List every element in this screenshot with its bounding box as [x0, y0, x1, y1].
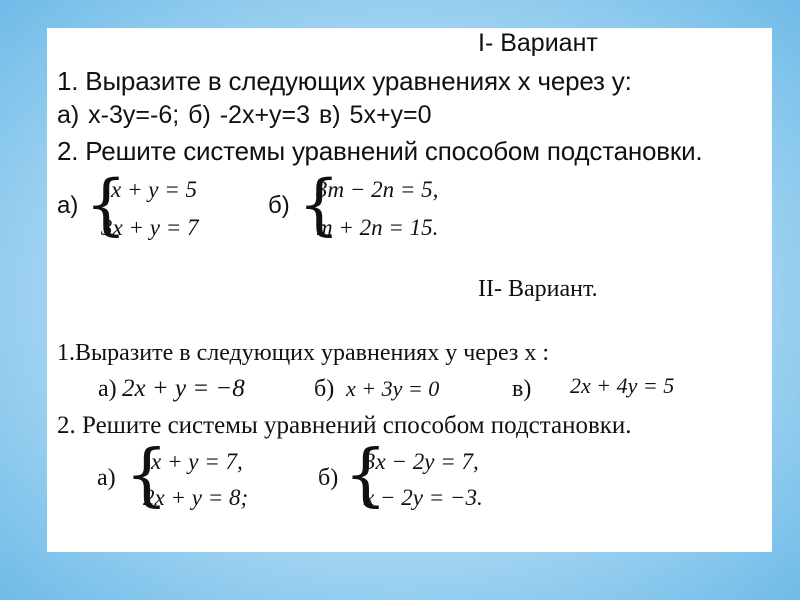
variant2-system-a-label: а) — [97, 465, 116, 491]
variant2-title: II- Вариант. — [478, 276, 598, 302]
variant2-system-b-label: б) — [318, 465, 339, 491]
brace-icon: { — [344, 436, 388, 515]
variant2-item-c-label: в) — [512, 376, 532, 402]
variant1-task1: 1. Выразите в следующих уравнениях х через у: — [57, 66, 632, 96]
variant1-title: I- Вариант — [478, 29, 598, 57]
variant2-item-b-eq: x + 3y = 0 — [346, 376, 440, 401]
variant2-system-a-eq1: x + y = 7, — [151, 449, 243, 474]
variant2-system-b — [318, 436, 538, 516]
variant2-system-a-eq2: 2x + y = 8; — [143, 485, 249, 510]
brace-icon: { — [298, 166, 340, 243]
variant1-system-b — [268, 166, 468, 246]
variant1-system-b-eq2: m + 2n = 15. — [316, 215, 439, 240]
variant2-item-b-label: б) — [314, 376, 335, 402]
variant2-task2: 2. Решите системы уравнений способом подстановки. — [57, 412, 632, 439]
variant2-task1: 1.Выразите в следующих уравнениях у через х : — [57, 340, 550, 366]
variant2-system-a — [97, 436, 297, 516]
variant2-item-a-eq: 2x + y = −8 — [122, 375, 245, 402]
variant1-system-a-eq1: x + y = 5 — [111, 177, 197, 202]
variant1-system-a-label: а) — [57, 192, 79, 219]
variant2-item-a-label: а) — [98, 376, 117, 402]
brace-icon: { — [85, 166, 127, 243]
variant1-system-a-eq2: 3x + y = 7 — [101, 215, 199, 240]
variant2-system-b-eq1: 3x − 2y = 7, — [364, 449, 479, 474]
variant2-system-b-eq2: x − 2y = −3. — [364, 485, 483, 510]
variant1-system-b-label: б) — [268, 192, 290, 219]
variant1-system-b-eq1: 3m − 2n = 5, — [316, 177, 439, 202]
variant1-system-a — [57, 166, 257, 246]
variant1-task1-items: а) х-3у=-6; б) -2х+у=3 в) 5х+у=0 — [57, 101, 432, 129]
brace-icon: { — [125, 436, 169, 515]
variant1-task2: 2. Решите системы уравнений способом подстановки. — [57, 136, 703, 166]
variant2-item-c-eq: 2x + 4y = 5 — [570, 373, 675, 398]
